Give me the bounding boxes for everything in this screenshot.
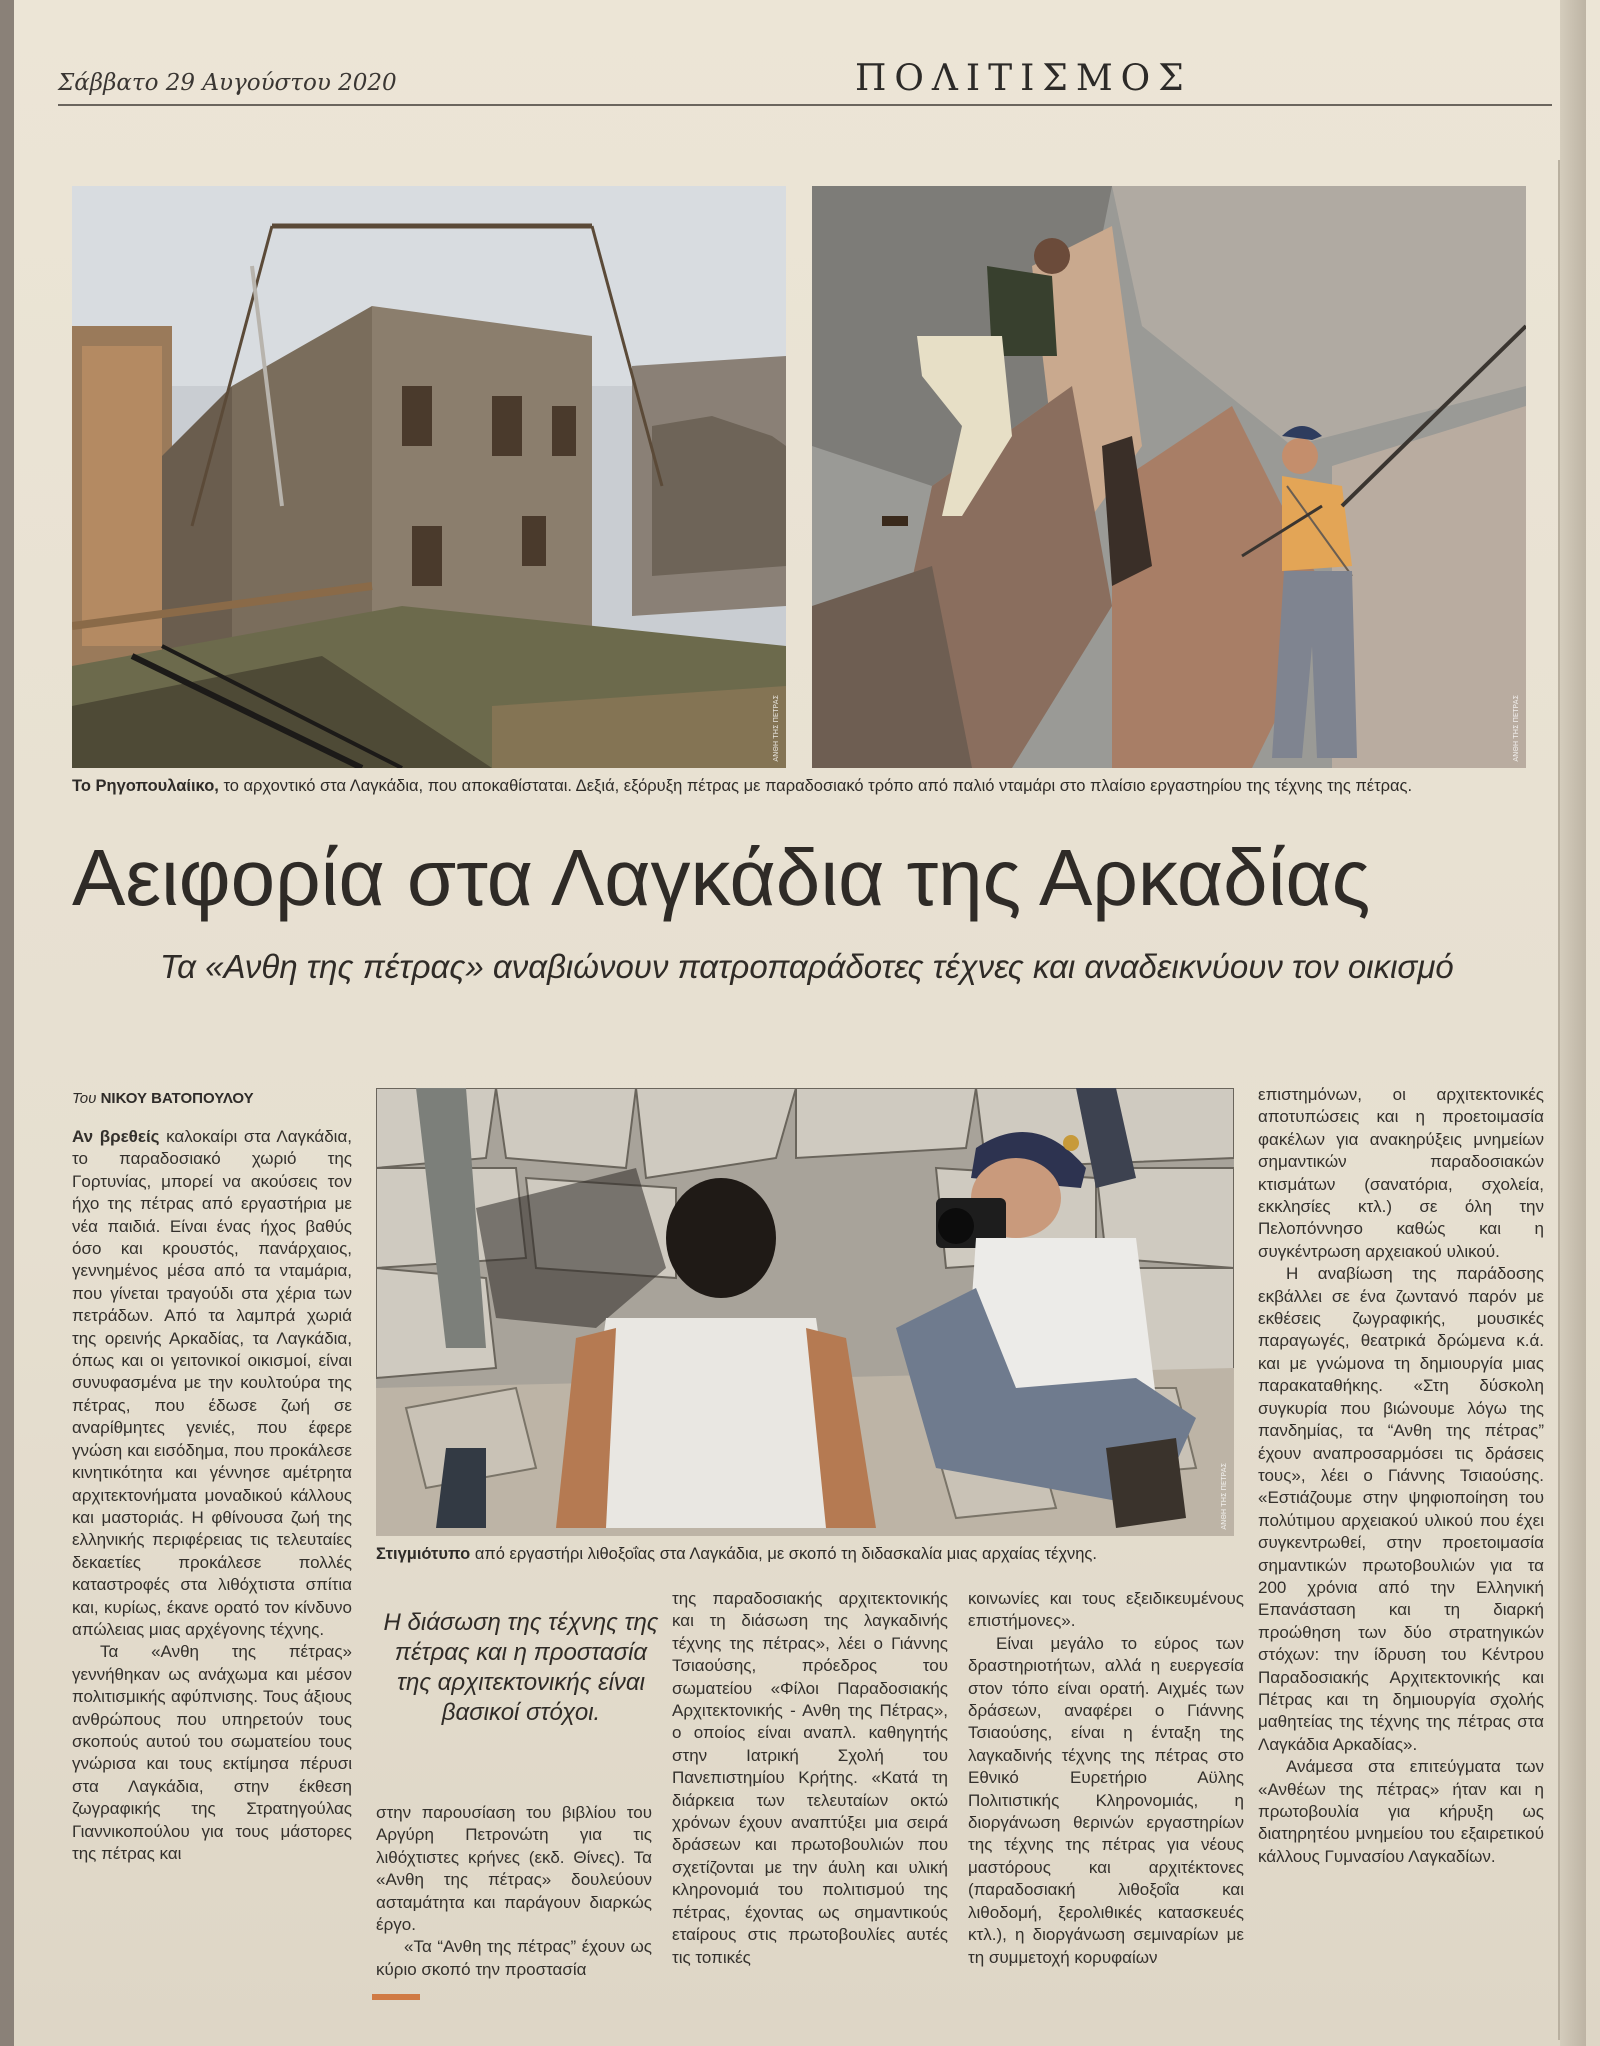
- byline-author: ΝΙΚΟΥ ΒΑΤΟΠΟΥΛΟΥ: [100, 1090, 254, 1107]
- article-paragraph: Ανάμεσα στα επιτεύγματα των «Ανθέων της πέτρας» ήταν και η πρωτοβουλία για κήρυξη ως διατηρητέου μνημείου του εξαιρετικού κάλλους Γυμνασίου Λαγκαδίων.: [1258, 1757, 1544, 1866]
- article-paragraph: Η αναβίωση της παράδοσης εκβάλλει σε ένα ζωντανό παρόν με εκθέσεις ζωγραφικής, μουσικές παραγωγές, θεατρικά δρώμενα κ.ά. και με γνώμονα τη δημιουργία μιας παρακαταθήκης. «Στη δύσκολη συγκυρία που βιώνουμε λόγω της πανδημίας, τα “Ανθη της πέτρας” έχουν αναπροσαρμόσει τις δράσεις τους», λέει ο Γιάννης Τσιαούσης. «Εστιάζουμε στην ψηφιοποίηση του πολύτιμου αρχειακού υλικού που έχει συγκεντρωθεί, στην προετοιμασία σημαντικών πρωτοβουλιών για τα 200 χρόνια από την Ελληνική Επανάσταση και τη διαρκή προώθηση των δύο στρατηγικών στόχων: την ίδρυση του Κέντρου Παραδοσιακής Αρχιτεκτονικής και Πέτρας και τη δημιουργία σχολής μαθητείας της τέχνης της πέτρας στα Λαγκάδια Αρκαδίας».: [1258, 1264, 1544, 1754]
- caption-text: από εργαστήρι λιθοξοΐας στα Λαγκάδια, με σκοπό τη διδασκαλία μιας αρχαίας τέχνης.: [470, 1545, 1097, 1563]
- photo-credit: ΑΝΘΗ ΤΗΣ ΠΕΤΡΑΣ: [772, 695, 780, 762]
- paragraph-text: καλοκαίρι στα Λαγκάδια, το παραδοσιακό χωριό της Γορτυνίας, μπορεί να ακούσεις τον ήχο της πέτρας από εργαστήρια με νέα παιδιά. Είναι ένας ήχος βαθύς όσο και κρουστός, πανάρχαιος, γεννημένος μέσα από τα νταμάρια, που γίνεται τραγούδι στα χέρια των πετράδων. Από τα λαμπρά χωριά της ορεινής Αρκαδίας, τα Λαγκάδια, όπως και οι γειτονικοί οικισμοί, είναι συνυφασμένα με την κουλτούρα της πέτρας, που έδωσε ζωή σε αναρίθμητες γενιές, που έφερε γνώση και εισόδημα, που προκάλεσε κινητικότητα και γέννησε αμέτρητα αρχιτεκτονήματα μοναδικού κάλλους και μαστοριάς. Η φθίνουσα ζωή της ελληνικής περιφέρειας τις τελευταίες δεκαετίες προκάλεσε πολλές καταστροφές στα λιθόχτιστα σπίτια και, κυρίως, έκανε ορατό τον κίνδυνο απώλειας μιας αρχέγονης τέχνης.: [72, 1127, 352, 1639]
- article-paragraph: επιστημόνων, οι αρχιτεκτονικές αποτυπώσεις και η προετοιμασία φακέλων για ανακηρύξεις μνημείων σημαντικών παραδοσιακών κτισμάτων (σανατόρια, σχολεία, εκκλησίες κτλ.) σε όλη την Πελοπόννησο καθώς και η συγκέντρωση αρχειακού υλικού.: [1258, 1085, 1544, 1261]
- issue-date: Σάββατο 29 Αυγούστου 2020: [58, 70, 397, 96]
- article-column-3: [672, 1588, 948, 1969]
- top-caption: [72, 776, 1532, 796]
- article-paragraph: κοινωνίες και τους εξειδικευμένους επιστήμονες».: [968, 1589, 1244, 1631]
- article-column-1: [72, 1126, 352, 1865]
- lead-in: Αν βρεθείς: [72, 1127, 160, 1146]
- caption-lead: Στιγμιότυπο: [376, 1545, 471, 1563]
- subheadline: Τα «Ανθη της πέτρας» αναβιώνουν πατροπαράδοτες τέχνες και αναδεικνύουν τον οικισμό: [160, 948, 1454, 985]
- pullquote: Η διάσωση της τέχνης της πέτρας και η προστασία της αρχιτεκτονικής είναι βασικοί στόχοι.: [383, 1609, 659, 1726]
- middle-caption: [376, 1544, 1236, 1564]
- byline-prefix: Του: [72, 1090, 97, 1107]
- article-column-4: [968, 1588, 1244, 1969]
- article-paragraph: [72, 1126, 352, 1641]
- photo-quarry: [812, 186, 1526, 768]
- headline: Αειφορία στα Λαγκάδια της Αρκαδίας: [72, 833, 1371, 922]
- section-title: ΠΟΛΙΤΙΣΜΟΣ: [855, 58, 1192, 99]
- column-rule: [1558, 160, 1560, 2040]
- article-paragraph: Τα «Ανθη της πέτρας» γεννήθηκαν ως ανάχωμα και μέσον πολιτισμικής αφύπνισης. Τους άξιους ανθρώπους που υπηρετούν τους σκοπούς αυτού του σωματείου τους γνώρισα και τους εκτίμησα πέρυσι στα Λαγκάδια, στην έκθεση ζωγραφικής της Στρατηγούλας Γιαννικοπούλου για τους μάστορες της πέτρας και: [72, 1642, 352, 1863]
- article-paragraph: της παραδοσιακής αρχιτεκτονικής και τη διάσωση της λαγκαδινής τέχνης της πέτρας», λέει ο Γιάννης Τσιαούσης, πρόεδρος του σωματείου «Φίλοι Παραδοσιακής Αρχιτεκτονικής - Ανθη της Πέτρας», ο οποίος είναι αναπλ. καθηγητής στην Ιατρική Σχολή του Πανεπιστημίου Κρήτης. «Κατά τη διάρκεια των τελευταίων οκτώ χρόνων έχουν αναπτύξει μια σειρά δράσεων και πρωτοβουλιών που σχετίζονται με την άυλη και υλική κληρονομιά του πολιτισμού της πέτρας, έχοντας ως σημαντικούς εταίρους στις πρωτοβουλίες αυτές τις τοπικές: [672, 1589, 948, 1967]
- photo-mansion: [72, 186, 786, 768]
- article-paragraph: «Τα “Ανθη της πέτρας” έχουν ως κύριο σκοπό την προστασία: [376, 1937, 652, 1979]
- photo-workshop: [376, 1088, 1234, 1536]
- article-paragraph: Είναι μεγάλο το εύρος των δραστηριοτήτων, αλλά η ευεργεσία στον τόπο είναι ορατή. Αιχμές των δράσεων, αναφέρει ο Γιάννης Τσιαούσης, είναι η ένταξη της λαγκαδινής τέχνης της πέτρας στο Εθνικό Ευρετήριο Αϋλης Πολιτιστικής Κληρονομιάς, η διοργάνωση θερινών εργαστηρίων της τέχνης της πέτρας για νέους μαστόρους και αρχιτέκτονες (παραδοσιακή λιθοξοΐα και λιθοδομή, ξερολιθικές κατασκευές κτλ.), η διοργάνωση σεμιναρίων με τη συμμετοχή κορυφαίων: [968, 1633, 1244, 1967]
- photo-credit: ΑΝΘΗ ΤΗΣ ΠΕΤΡΑΣ: [1512, 695, 1520, 762]
- caption-text: το αρχοντικό στα Λαγκάδια, που αποκαθίσταται. Δεξιά, εξόρυξη πέτρας με παραδοσιακό τρόπο από παλιό νταμάρι στο πλαίσιο εργαστηρίου της τέχνης της πέτρας.: [218, 777, 1413, 795]
- page-gutter: [1560, 0, 1586, 2046]
- pullquote-accent: [372, 1994, 420, 2000]
- article-column-5: [1258, 1084, 1544, 1868]
- photo-credit: ΑΝΘΗ ΤΗΣ ΠΕΤΡΑΣ: [1220, 1463, 1228, 1530]
- article-column-2: [376, 1802, 652, 1981]
- masthead-rule: [58, 104, 1552, 106]
- caption-lead: Το Ρηγοπουλαίικο,: [72, 777, 219, 795]
- byline: [72, 1090, 254, 1107]
- article-paragraph: στην παρουσίαση του βιβλίου του Αργύρη Πετρονώτη για τις λιθόχτιστες κρήνες (εκδ. Θίνες). Τα «Ανθη της πέτρας» δουλεύουν ασταμάτητα και παράγουν διαρκώς έργο.: [376, 1803, 652, 1935]
